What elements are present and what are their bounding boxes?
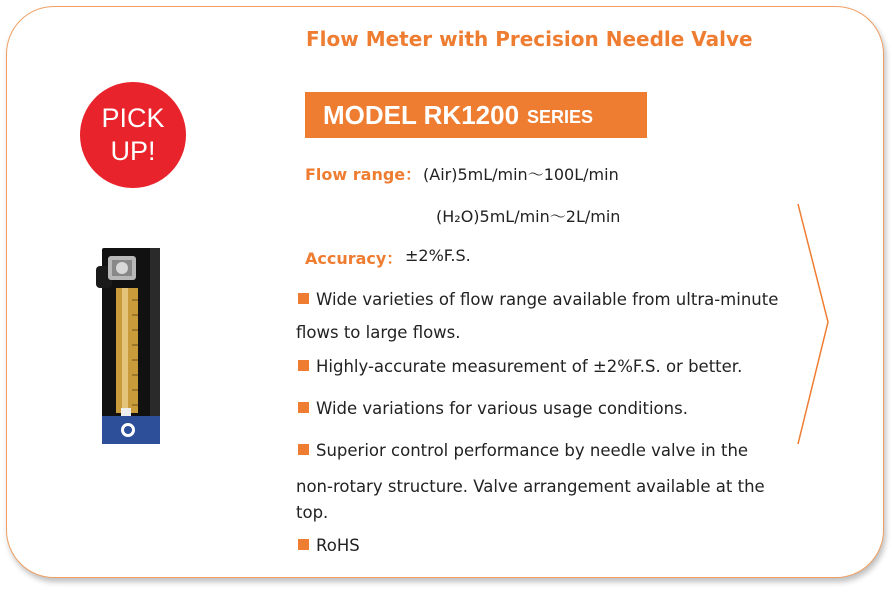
pick-up-badge — [80, 82, 186, 188]
feature-item-1-continued: flows to large flows. — [296, 323, 461, 342]
feature-text: Wide variations for various usage conditions. — [316, 399, 688, 418]
feature-text: RoHS — [316, 536, 360, 555]
accuracy-value: ±2%F.S. — [405, 246, 471, 265]
bullet-square-icon — [298, 360, 309, 371]
model-series: SERIES — [527, 107, 594, 127]
feature-item-3 — [298, 399, 818, 418]
feature-item-4-continued-2: top. — [296, 503, 329, 522]
bullet-square-icon — [298, 402, 309, 413]
bullet-square-icon — [298, 539, 309, 550]
flow-range-air: (Air)5mL/min～100L/min — [423, 165, 619, 184]
badge-line1: PICK — [101, 103, 165, 133]
accuracy-label: Accuracy： — [305, 249, 403, 268]
feature-text: Highly-accurate measurement of ±2%F.S. or better. — [316, 357, 743, 376]
feature-item-5 — [298, 536, 818, 555]
feature-item-4-continued: non-rotary structure. Valve arrangement available at the — [296, 477, 765, 496]
chevron-right-icon[interactable] — [794, 200, 834, 450]
flow-meter-image — [92, 240, 172, 450]
bullet-square-icon — [298, 444, 309, 455]
badge-line2: UP! — [110, 136, 156, 166]
flow-range-water: (H₂O)5mL/min～2L/min — [436, 207, 621, 226]
flow-range-label: Flow range： — [305, 165, 422, 184]
feature-item-4 — [298, 441, 818, 460]
model-banner — [305, 92, 647, 138]
feature-text: Superior control performance by needle valve in the — [316, 441, 749, 460]
headline: Flow Meter with Precision Needle Valve — [306, 27, 753, 51]
feature-item-2 — [298, 357, 818, 376]
feature-text: Wide varieties of flow range available from ultra-minute — [316, 290, 779, 309]
model-name: MODEL RK1200 — [323, 99, 520, 130]
bullet-square-icon — [298, 293, 309, 304]
feature-item-1 — [298, 290, 818, 309]
